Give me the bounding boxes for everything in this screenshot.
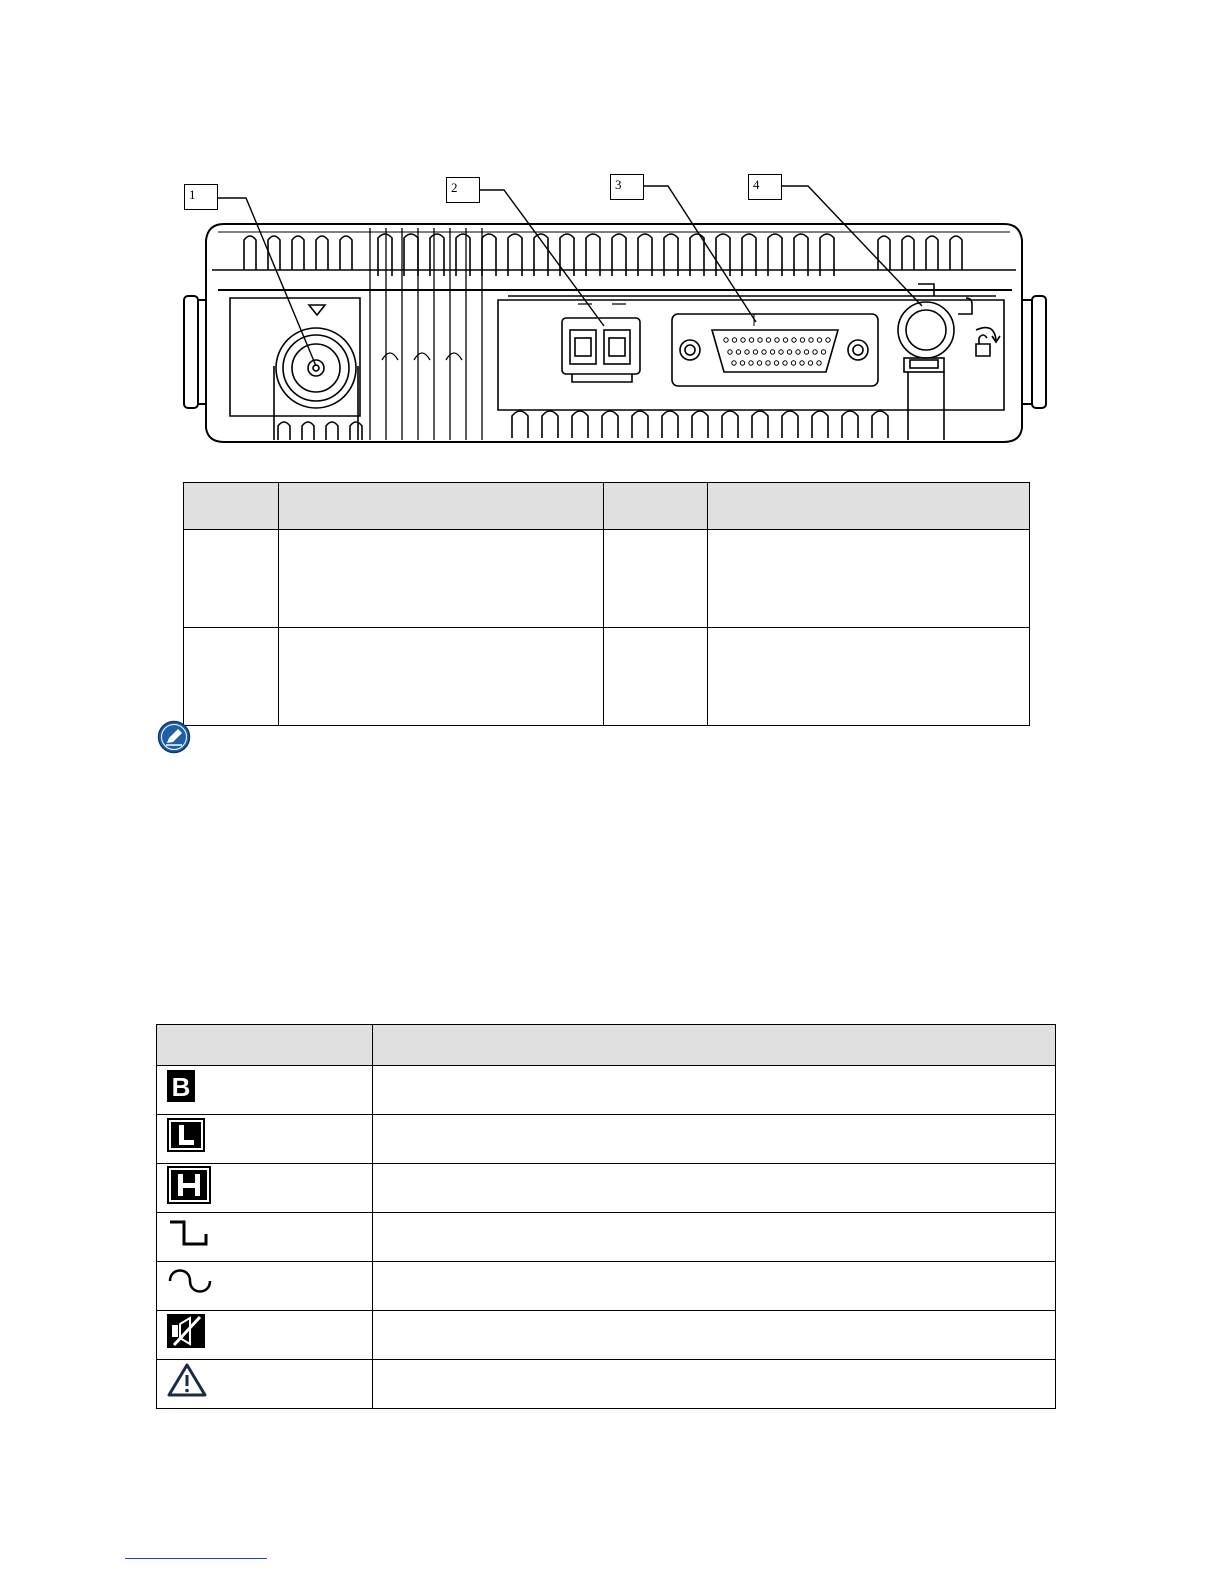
cooling-fins-center xyxy=(370,228,482,440)
power-connector xyxy=(562,304,640,382)
table-cell xyxy=(604,628,708,726)
table-row xyxy=(157,1164,1056,1213)
callout-3: 3 xyxy=(610,174,644,200)
icon-cell xyxy=(157,1311,373,1360)
table-row xyxy=(157,1360,1056,1409)
rear-panel-diagram xyxy=(0,0,1224,470)
table-cell xyxy=(279,628,604,726)
table-cell xyxy=(604,530,708,628)
description-cell xyxy=(373,1066,1056,1115)
header-cell xyxy=(708,483,1030,530)
triangle-marker xyxy=(309,305,325,315)
header-cell xyxy=(157,1025,373,1066)
description-cell xyxy=(373,1311,1056,1360)
table-row xyxy=(157,1311,1056,1360)
table-row xyxy=(184,628,1030,726)
header-cell xyxy=(373,1025,1056,1066)
table-header-row xyxy=(184,483,1030,530)
icon-cell xyxy=(157,1262,373,1311)
header-cell xyxy=(604,483,708,530)
description-cell xyxy=(373,1213,1056,1262)
speaker-mute-icon xyxy=(166,1313,206,1349)
table-row xyxy=(184,530,1030,628)
B-icon xyxy=(166,1069,196,1103)
description-cell xyxy=(373,1262,1056,1311)
square-wave-icon xyxy=(166,1218,212,1248)
footer-link-underline[interactable] xyxy=(125,1558,267,1559)
sine-wave-icon xyxy=(166,1265,216,1301)
table-cell xyxy=(708,628,1030,726)
svg-text:B: B xyxy=(171,1072,191,1102)
table-row xyxy=(157,1262,1056,1311)
accessory-connector xyxy=(672,314,878,386)
icon-cell xyxy=(157,1164,373,1213)
table-row xyxy=(157,1213,1056,1262)
table-row xyxy=(157,1115,1056,1164)
table-header-row xyxy=(157,1025,1056,1066)
callout-4: 4 xyxy=(748,174,782,200)
warning-triangle-icon xyxy=(166,1362,208,1398)
parts-table xyxy=(183,482,1030,726)
description-cell xyxy=(373,1164,1056,1213)
description-cell xyxy=(373,1115,1056,1164)
icon-cell xyxy=(157,1213,373,1262)
table-cell xyxy=(279,530,604,628)
callout-1: 1 xyxy=(184,184,218,210)
pencil-note-icon xyxy=(157,720,191,754)
L-icon xyxy=(166,1117,206,1153)
H-icon xyxy=(166,1165,212,1205)
table-row xyxy=(157,1066,1056,1115)
table-cell xyxy=(708,530,1030,628)
table-cell xyxy=(184,628,279,726)
header-cell xyxy=(279,483,604,530)
description-cell xyxy=(373,1360,1056,1409)
icon-cell xyxy=(157,1115,373,1164)
header-cell xyxy=(184,483,279,530)
table-cell xyxy=(184,530,279,628)
cooling-fins-top xyxy=(212,234,1016,276)
icon-cell xyxy=(157,1360,373,1409)
icon-cell xyxy=(157,1066,373,1115)
fuse-holder xyxy=(898,284,1000,440)
callout-2: 2 xyxy=(446,177,480,203)
status-icons-table xyxy=(156,1024,1056,1409)
